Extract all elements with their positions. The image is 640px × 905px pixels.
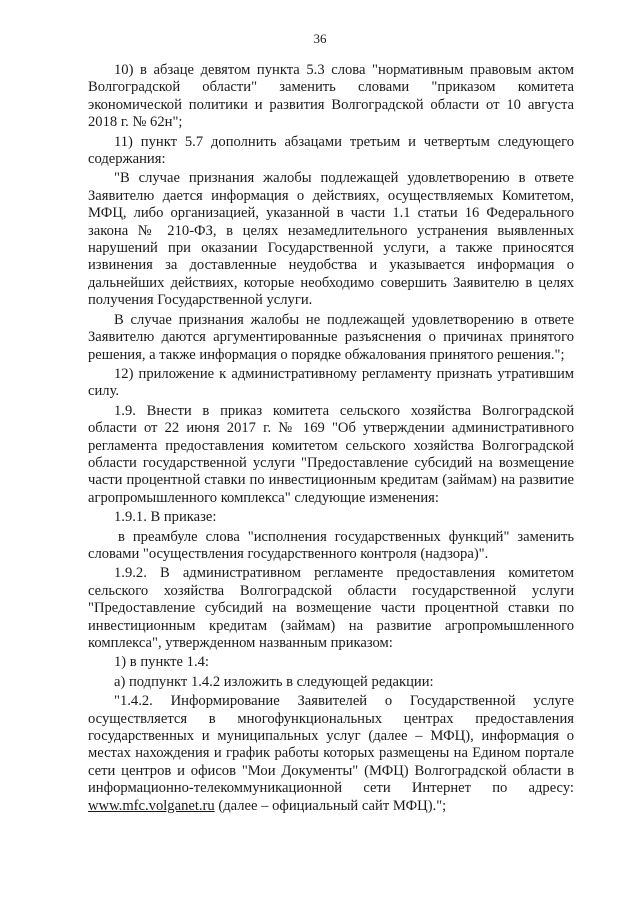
paragraph-section-1-4-2-text: "1.4.2. Информирование Заявителей о Государственной услуге осуществляется в многофункциональных центрах предоставления государственных и муниципальных услуг (далее – МФЦ), информация о местах нахождения и график работы которых размещены на Едином портале сети центров и офисов "Мои Документы" (МФЦ) Волгоградской области в информационно-телекоммуникационной сети Интернет по адресу:	[88, 693, 574, 797]
paragraph-subitem-a: а) подпункт 1.4.2 изложить в следующей редакции:	[114, 673, 434, 690]
document-body	[88, 62, 574, 815]
paragraph-item-12: 12) приложение к административному регламенту признать утратившим силу.	[88, 365, 574, 400]
quoted-paragraph-complaint-satisfied: "В случае признания жалобы подлежащей удовлетворению в ответе Заявителю дается информация о действиях, осуществляемых Комитетом, МФЦ, либо организацией, указанной в части 1.1 статьи 16 Федерального закона № 210-ФЗ, в целях незамедлительного устранения выявленных нарушений при оказании Государственной услуги, а также приносятся извинения за доставленные неудобства и указывается информация о дальнейших действиях, которые необходимо совершить Заявителю в целях получения Государственной услуги.	[88, 170, 574, 309]
paragraph-section-1-9: 1.9. Внести в приказ комитета сельского хозяйства Волгоградской области от 22 июня 2017 г. № 169 "Об утверждении административного регламента предоставления комитетом сельского хозяйства Волгоградской области государственной услуги "Предоставление субсидий на возмещение части процентной ставки по инвестиционным кредитам (займам) на развитие агропромышленного комплекса" следующие изменения:	[88, 402, 574, 506]
paragraph-item-11: 11) пункт 5.7 дополнить абзацами третьим и четвертым следующего содержания:	[88, 133, 574, 168]
mfc-website-link[interactable]: www.mfc.volganet.ru	[88, 797, 215, 814]
paragraph-preamble-change: в преамбуле слова "исполнения государственных функций" заменить словами "осуществления государственного контроля (надзора)".	[88, 528, 574, 562]
page-number: 36	[313, 31, 327, 46]
paragraph-section-1-4-2-tail: (далее – официальный сайт МФЦ).";	[214, 797, 447, 814]
quoted-paragraph-complaint-rejected: В случае признания жалобы не подлежащей удовлетворению в ответе Заявителю даются аргументированные разъяснения о причинах принятого решения, а также информация о порядке обжалования принятого решения.";	[88, 311, 574, 363]
paragraph-section-1-4-2	[88, 693, 574, 815]
paragraph-section-1-9-1: 1.9.1. В приказе:	[114, 509, 217, 526]
paragraph-section-1-9-2: 1.9.2. В административном регламенте предоставления комитетом сельского хозяйства Волгоградской области государственной услуги "Предоставление субсидий на возмещение части процентной ставки по инвестиционным кредитам (займам) на развитие агропромышленного комплекса", утвержденном названным приказом:	[88, 565, 574, 651]
paragraph-subitem-1: 1) в пункте 1.4:	[114, 654, 209, 671]
paragraph-item-10: 10) в абзаце девятом пункта 5.3 слова "нормативным правовым актом Волгоградской области" заменить словами "приказом комитета экономической политики и развития Волгоградской области от 10 августа 2018 г. № 62н";	[88, 62, 574, 131]
